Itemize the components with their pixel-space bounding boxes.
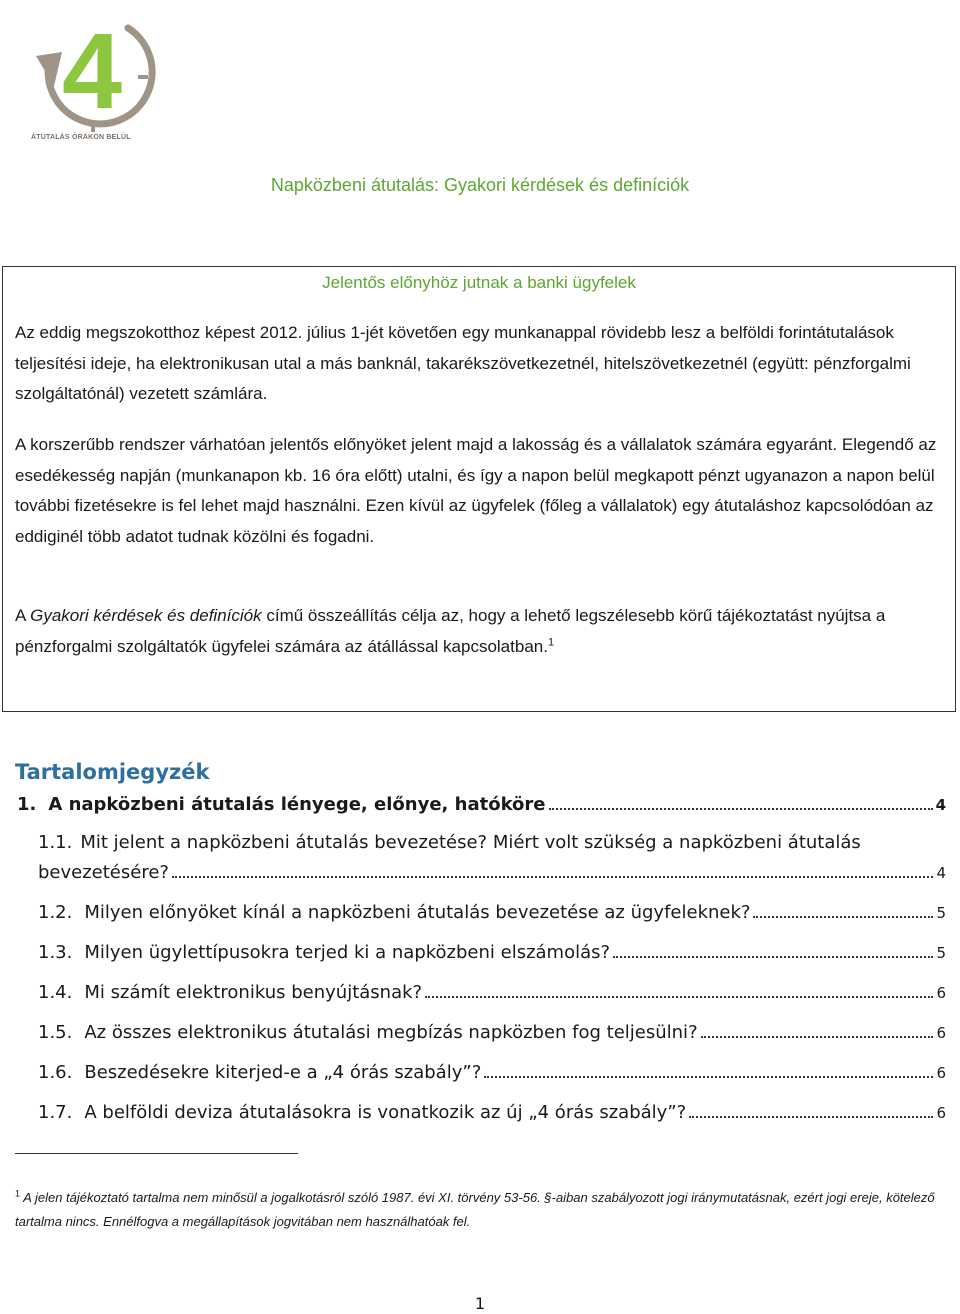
toc-entry-number: 1.7.	[38, 1102, 73, 1123]
toc-entry-page: 6	[936, 1064, 946, 1082]
toc-entry-label-cont: bevezetésére?	[38, 862, 169, 883]
intro-box	[2, 266, 956, 712]
toc-entry-number: 1.2.	[38, 902, 73, 923]
toc-entry-label: Mi számít elektronikus benyújtásnak?	[84, 982, 423, 1003]
toc-entry-page: 6	[936, 1024, 946, 1042]
footnote-mark: 1	[15, 1188, 21, 1199]
toc-leader-dots	[425, 996, 933, 998]
logo-number: 4	[61, 10, 123, 131]
logo-clock-arrow-4-icon	[28, 8, 158, 148]
toc-entry-label: Mit jelent a napközbeni átutalás bevezetése? Miért volt szükség a napközbeni átutalás	[80, 832, 861, 853]
footnote-text: A jelen tájékoztató tartalma nem minősül a jogalkotásról szóló 1987. évi XI. törvény 53-56. §-aiban szabályozott jogi iránymutatásnak, ezért jogi ereje, kötelező tartalma nincs. Ennélfogva a megállapítások jogvitában nem használhatóak fel.	[15, 1190, 935, 1229]
toc-entry-number: 1.	[17, 794, 37, 815]
box-heading: Jelentős előnyhöz jutnak a banki ügyfelek	[322, 273, 636, 292]
toc-entry-label: Milyen előnyöket kínál a napközbeni átutalás bevezetése az ügyfeleknek?	[84, 902, 751, 923]
intro-paragraph-2: A korszerűbb rendszer várhatóan jelentős előnyöket jelent majd a lakosság és a vállalatok számára egyaránt. Elegendő az esedékesség napján (munkanapon kb. 16 óra előtt) utalni, és így a napon belül megkapott pénzt ugyanazon a napon belül további fizetésekre is fel lehet majd használni. Ezen kívül az ügyfelek (főleg a vállalatok) egy átutaláshoz kapcsolódóan az eddiginél több adatot tudnak közölni és fogadni.	[15, 435, 937, 546]
toc-leader-dots	[549, 808, 933, 810]
toc-entry-page: 5	[936, 944, 946, 962]
footnote-rule	[15, 1153, 298, 1154]
toc-entry-label: A belföldi deviza átutalásokra is vonatkozik az új „4 órás szabály”?	[84, 1102, 687, 1123]
footnote	[15, 1186, 945, 1234]
toc-leader-dots	[172, 876, 933, 878]
toc-leader-dots	[701, 1036, 934, 1038]
toc-entry-number: 1.6.	[38, 1062, 73, 1083]
toc-leader-dots	[753, 916, 933, 918]
toc-entry-1-4[interactable]	[38, 982, 946, 1003]
toc-entry-1-1-line1[interactable]	[38, 832, 918, 853]
toc-entry-page: 6	[936, 984, 946, 1002]
toc-entry-page: 4	[936, 864, 946, 882]
toc-entry-1-5[interactable]	[38, 1022, 946, 1043]
toc-entry-number: 1.5.	[38, 1022, 73, 1043]
toc-title: Tartalomjegyzék	[15, 760, 210, 784]
toc-entry-label: Milyen ügylettípusokra terjed ki a napközbeni elszámolás?	[84, 942, 611, 963]
toc-entry-label: Beszedésekre kiterjed-e a „4 órás szabály”?	[84, 1062, 482, 1083]
toc-entry-1-6[interactable]	[38, 1062, 946, 1083]
page-number: 1	[474, 1294, 486, 1313]
toc-entry-page: 4	[935, 796, 946, 814]
p3-after: című összeállítás célja az, hogy a lehető legszélesebb körű tájékoztatást nyújtsa a pénzforgalmi szolgáltatók ügyfelei számára az átállással kapcsolatban.	[15, 606, 886, 656]
intro-paragraph-1: Az eddig megszokotthoz képest 2012. július 1-jét követően egy munkanappal rövidebb lesz a belföldi forintátutalások teljesítési ideje, ha elektronikusan utal a más banknál, takarékszövetkezetnél, hitelszövetkezetnél (együtt: pénzforgalmi szolgáltatónál) vezetett számlára.	[15, 323, 911, 403]
toc-entry-1[interactable]	[17, 794, 946, 815]
toc-entry-number: 1.4.	[38, 982, 73, 1003]
toc-leader-dots	[613, 956, 933, 958]
toc-entry-label: A napközbeni átutalás lényege, előnye, hatóköre	[48, 794, 546, 815]
intro-paragraph-3	[15, 601, 945, 662]
footnote-ref[interactable]: 1	[547, 635, 555, 648]
toc-entry-page: 6	[936, 1104, 946, 1122]
document-title: Napközbeni átutalás: Gyakori kérdések és definíciók	[270, 175, 690, 195]
toc-entry-number: 1.1.	[38, 832, 73, 853]
toc-leader-dots	[689, 1116, 933, 1118]
toc-entry-1-1-line2[interactable]	[38, 862, 946, 883]
logo-caption: ÁTUTALÁS ÓRÁKON BELÜL	[31, 134, 131, 141]
toc-entry-page: 5	[936, 904, 946, 922]
p3-before: A	[15, 606, 31, 625]
p3-italic-title: Gyakori kérdések és definíciók	[30, 606, 262, 625]
toc-leader-dots	[484, 1076, 933, 1078]
toc-entry-1-3[interactable]	[38, 942, 946, 963]
toc-entry-1-7[interactable]	[38, 1102, 946, 1123]
toc-entry-1-2[interactable]	[38, 902, 946, 923]
toc-entry-label: Az összes elektronikus átutalási megbízás napközben fog teljesülni?	[84, 1022, 698, 1043]
toc-entry-number: 1.3.	[38, 942, 73, 963]
